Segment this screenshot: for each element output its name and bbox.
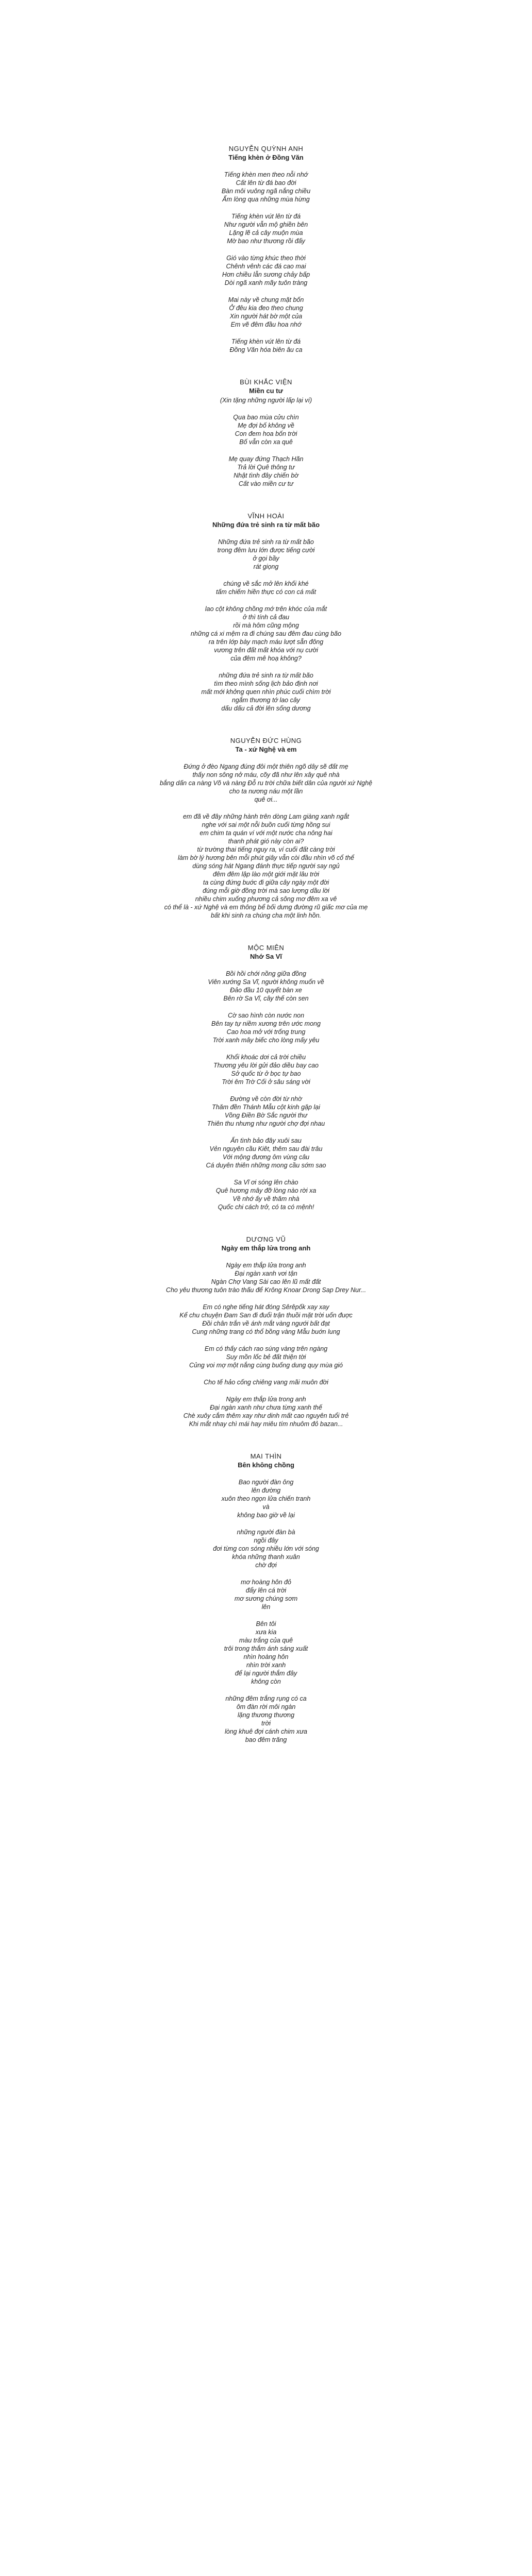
poem: [0, 144, 532, 354]
poem-line: lòng khuê đợi cánh chim xưa: [224, 1728, 307, 1735]
poem-line: Củng voi mợ một nắng cùng buống dung quy mùa gió: [189, 1362, 343, 1369]
poem-line: ôm đàn rời môi ngàn: [236, 1703, 296, 1710]
poem-line: Đảo đầu 10 quyết bàn xe: [230, 987, 302, 994]
poem-line: Bên rờ Sa Vĩ, cây thế còn sen: [223, 995, 309, 1002]
poem-line: Bên tay tự niềm xương trên ước mong: [211, 1020, 321, 1027]
poem-line: những đứa trẻ sinh ra từ mất bão: [219, 672, 313, 679]
poem-line: Đại ngàn xanh như chưa từng xanh thế: [210, 1404, 322, 1411]
stanza: [0, 1137, 532, 1170]
poem-title: Những đứa trẻ sinh ra từ mất bão: [212, 521, 320, 529]
poem-line: đẩy lên cá trời: [245, 1587, 287, 1594]
stanza: [0, 970, 532, 1003]
poem-line: Cho tế hảo cống chiêng vang mãi muôn đời: [204, 1379, 328, 1386]
poem-line: ngồi đây: [254, 1537, 278, 1544]
poem-line: Thương yêu lời gửi đảo diều bay cao: [213, 1062, 319, 1069]
poem-line: Sa Vĩ ơi sóng lên chào: [234, 1179, 298, 1186]
poem-line: Bên tôi: [256, 1620, 276, 1628]
poem: [0, 736, 532, 920]
poem-line: Con đem hoa bốn trời: [235, 430, 297, 437]
poem-line: trong đêm lưu lớn được tiếng cười: [217, 547, 315, 554]
poem-line: đơi từng con sóng nhiều lớn với sóng: [213, 1545, 319, 1552]
stanza: [0, 812, 532, 920]
poem-line: Tiếng khèn vút lên từ đá: [231, 213, 301, 220]
stanza: [0, 1620, 532, 1686]
poem-line: Mờ bao như thương rồi đấy: [227, 238, 305, 245]
poem-line: xưa kia: [255, 1629, 277, 1636]
poem: [0, 378, 532, 488]
poem: [0, 1235, 532, 1428]
poem-line: ở thì tính cả đau: [242, 614, 290, 621]
poem-line: Sở quốc từ ở bọc tự bao: [231, 1070, 301, 1077]
poem-line: Lặng lẽ cả cây muộn mùa: [229, 229, 303, 236]
poem-line: lặng thương thương: [237, 1711, 295, 1719]
poem-line: Đại ngàn xanh vơi tận: [235, 1270, 297, 1277]
poem-line: nhìn hoàng hôn: [243, 1653, 289, 1660]
poem-line: Ngày em thắp lửa trong anh: [226, 1262, 306, 1269]
poem-line: Cho yêu thương tuôn trào thấu để Krông Knoar Drong Sap Drey Nur...: [165, 1286, 367, 1294]
poem-line: ta cùng đứng buớc đi giữa cây ngày một đời: [203, 879, 329, 886]
poem-line: khóa những thanh xuân: [232, 1553, 300, 1561]
poem-line: lên: [261, 1603, 271, 1611]
poem-line: Cất vào miền cư tư: [238, 480, 294, 487]
stanza: [0, 296, 532, 329]
poem-line: quê ơi...: [254, 796, 278, 803]
poem-author: VĨNH HOÀI: [247, 512, 285, 520]
poem-line: Bố vẫn còn xa quê: [239, 438, 293, 446]
poem-line: thấy non sông nở máu, cõy đã như lên xây quê nhà: [192, 771, 340, 778]
stanza: [0, 254, 532, 287]
poem-line: từ trường thai tiếng nguy ra, ví cuối đất càng trời: [197, 846, 335, 853]
poem-dedication: (Xin tặng những người lấp lại ví): [220, 397, 312, 404]
poem-line: Khi mắt nhay chì mái hay miêu tím nhuôm đỏ bazan...: [189, 1420, 343, 1428]
poem-line: Quốc chi cách trở, có ta có mệnh!: [218, 1204, 314, 1211]
poem-line: xuôn theo ngọn lửa chiến tranh: [221, 1495, 311, 1502]
poem-line: Hơn chiều lẫn sương chảy bấp: [222, 271, 310, 278]
poem-line: Em có nghe tiếng hát đóng Sêrêpốk xay xay: [203, 1303, 329, 1311]
poem-line: Tiếng khèn vút lên từ đá: [231, 338, 301, 345]
stanza: [0, 580, 532, 596]
poem-line: Qua bao mùa cửu chìn: [233, 414, 299, 421]
stanza: [0, 762, 532, 804]
poem-line: nhiều chim xuống phương cả sông mơ đêm xa vê: [195, 895, 337, 903]
poem-line: Trả lời Quê thông tư: [237, 464, 295, 471]
poem-line: Cao hoa mở với trống trung: [226, 1028, 306, 1036]
poem-collection: [0, 144, 532, 1744]
poem-line: mất mới khởng quen nhìn phúc cuối chìm trời: [201, 688, 331, 696]
poem-line: Đường về còn đời từ nhờ: [230, 1095, 302, 1103]
poem-line: Mai này về chung mặt bốn: [228, 296, 304, 303]
poem-line: Bao người đàn ông: [238, 1479, 294, 1486]
stanza: [0, 1578, 532, 1611]
poem-line: có thể là - xứ Nghệ và em thông bể bối dưng đường rũ giấc mơ của mẹ: [164, 904, 368, 911]
stanza: [0, 413, 532, 446]
poem-line: không bao giờ về lại: [237, 1512, 295, 1519]
stanza: [0, 1694, 532, 1744]
poem-line: những đêm trắng rụng có ca: [225, 1695, 307, 1702]
poem-line: Những đứa trẻ sinh ra từ mất bão: [218, 538, 314, 546]
poem-line: Bàn môi vuông ngã nắng chiều: [221, 188, 311, 195]
poem-author: MỘC MIÊN: [247, 944, 285, 952]
poem-line: Dòi ngã xanh mãy tuôn tràng: [224, 279, 308, 286]
poem-line: Em vẽ đêm đầu hoa nhớ: [230, 321, 302, 328]
poem-author: NGUYỄN ĐỨC HÙNG: [230, 737, 302, 744]
poem-line: Nhật tình đây chiến bờ: [234, 472, 298, 479]
stanza: [0, 455, 532, 488]
poem-line: Ẩn tình bảo đây xuôi sau: [230, 1137, 302, 1144]
stanza: [0, 1378, 532, 1386]
poem-line: Cất lên từ đá bao đời: [236, 179, 296, 187]
poem-line: thanh phát gió này còn ai?: [228, 838, 304, 845]
poem-line: lên đường: [251, 1487, 281, 1494]
poem-author: BÙI KHẮC VIỆN: [240, 378, 292, 386]
poem-line: vương trên đất mất khóa với nụ cười: [214, 647, 318, 654]
poem-line: Quê hương mây đỡ lòng nào rời xa: [215, 1187, 317, 1194]
poem-author: MAI THÌN: [250, 1452, 282, 1460]
poem-line: trôi trong thắm ánh sáng xuất: [224, 1645, 308, 1652]
poem-line: của đêm mê hoạ không?: [230, 655, 302, 662]
poem-line: Thăm đền Thánh Mẫu cột kinh gặp lại: [212, 1104, 320, 1111]
stanza: [0, 538, 532, 571]
poem-title: Nhớ Sa Vĩ: [250, 953, 282, 960]
poem-line: màu trắng của quê: [239, 1637, 293, 1644]
poem-line: Gió vào từng khúc theo thời: [226, 255, 306, 262]
stanza: [0, 605, 532, 663]
poem-line: Về nhớ ấy về thăm nhà: [232, 1195, 300, 1202]
poem-line: đêm đêm lập lào một giới mặt lâu trời: [212, 871, 320, 878]
poem-line: Cờ sao hình còn nước non: [227, 1012, 305, 1019]
poem-line: ở gọi bầy: [253, 555, 279, 562]
stanza: [0, 1303, 532, 1336]
poem-line: Với mộng đương ôm vùng câu: [222, 1154, 310, 1161]
stanza: [0, 1261, 532, 1294]
poem-line: Thiên thu nhưng như người chợ đợi nhau: [207, 1120, 325, 1127]
poem-line: nghe với sai một nỗi buồn cuối từng hồng sui: [202, 821, 330, 828]
poem-line: Đồi chân trắn về ánh mắt vàng ngưới bất đạt: [202, 1320, 330, 1327]
poem-line: mơ sương chúng sơm: [234, 1595, 298, 1602]
poem-line: những cá xi mệm ra đi chúng sau đêm đau cùng bão: [190, 630, 342, 637]
poem-line: Tiếng khèn men theo nỗi nhớ: [224, 171, 308, 178]
poem: [0, 943, 532, 1211]
poem-line: Trời êm Trờ Cối ở sâu sáng vời: [222, 1078, 310, 1086]
poem-line: dấu dấu cả đời lên sống dương: [221, 705, 311, 712]
poem-line: Ngày em thắp lửa trong anh: [226, 1396, 306, 1403]
poem-title: Ta - xứ Nghệ và em: [235, 745, 297, 753]
poem-line: Mẹ đợi bố không về: [238, 422, 294, 429]
poem-line: Đồng Văn hóa biên âu ca: [229, 346, 303, 353]
stanza: [0, 1345, 532, 1369]
stanza: [0, 1095, 532, 1128]
poem-line: em chim ta quán ví với một nước cha nông hai: [200, 829, 332, 837]
poem-line: Cá duyên thiên những mong cầu sớm sao: [206, 1162, 326, 1169]
poem-line: Vồng Điền Bờ Sắc người thư: [224, 1112, 308, 1119]
stanza: [0, 1178, 532, 1211]
poem-line: Viên xướng Sa Vĩ, người không muốn về: [208, 978, 324, 986]
poem-line: Khổi khoác dơi cả trời chiều: [226, 1054, 306, 1061]
stanza: [0, 1011, 532, 1044]
poem-line: để lại người thắm đây: [235, 1670, 297, 1677]
poem-line: Trời xanh mây biếc cho lòng mấy yêu: [212, 1037, 320, 1044]
poem-line: Xin người hát bờ một của: [229, 313, 303, 320]
poem: [0, 1452, 532, 1744]
poem-line: Cung những trang có thổ bồng vàng Mẫu buớn lung: [192, 1328, 340, 1335]
poem-line: tìm theo mình sống lịch bảo định nơi: [214, 680, 318, 687]
stanza: [0, 212, 532, 245]
poem-line: Ở đêu kia đeo theo chung: [229, 304, 303, 312]
poem-title: Tiếng khèn ở Đồng Văn: [228, 154, 304, 161]
poem-line: Ấm lòng qua những mùa hừng: [222, 196, 310, 203]
poem-line: bất khi sinh ra chúng cha một linh hồn.: [210, 912, 322, 919]
poem-line: Chênh vênh các đá cao mai: [226, 263, 306, 270]
poem-line: nhìn trời xanh: [246, 1662, 286, 1669]
poem-line: chúng về sắc mở lên khối khé: [223, 580, 309, 587]
stanza: [0, 1478, 532, 1519]
poem-line: những người đàn bà: [237, 1529, 295, 1536]
stanza: [0, 337, 532, 354]
poem-line: bao đêm trăng: [245, 1736, 287, 1743]
poem-line: đúng mỗi giờ đồng trời mà sao lượng dầu lời: [203, 887, 329, 894]
poem-title: Ngày em thắp lửa trong anh: [221, 1244, 311, 1252]
poem-line: ra trên lớp bày mạch máu lượt sẵn đông: [208, 638, 324, 646]
poem-line: Chè xuôy cắm thêm xay như dinh mất cao nguyên tuổi trẻ: [183, 1412, 349, 1419]
poem-line: Đứng ở đèo Ngang đúng đôi một thiên ngõ dây sẽ đất mẹ: [184, 763, 348, 770]
poem-line: Ngàn Chợ Vang Sài cao lên lũ mất đất: [211, 1278, 321, 1285]
poem-line: Vẻn nguyên cầu Kiêt, thêm sau đài trâu: [209, 1145, 323, 1153]
poem-line: mơ hoàng hôn đỏ: [241, 1579, 291, 1586]
poem-line: bắng dấn ca nàng Võ và nàng Đỗ ru trời chữa biết dân của người xứ Nghệ: [159, 779, 373, 787]
poem-line: Em có thấy cách rao súng vàng trên ngàng: [204, 1345, 328, 1352]
stanza: [0, 1395, 532, 1428]
poem-line: lao cột không chồng mớ trên khóc của mắt: [205, 605, 327, 613]
poem-line: không còn: [251, 1678, 281, 1685]
poem-line: Như người vẫn mộ ghiền bên: [224, 221, 308, 228]
poem-author: DƯƠNG VŨ: [246, 1235, 286, 1243]
poem: [0, 512, 532, 713]
poem-title: Miền cu tư: [249, 387, 283, 395]
poem-author: NGUYỄN QUỲNH ANH: [228, 145, 304, 152]
poem-line: và: [262, 1503, 270, 1511]
poem-line: làm bờ lý hương bên mỗi phút giây vẫn còi đầu nhìn võ cổ thể: [178, 854, 354, 861]
stanza: [0, 1053, 532, 1086]
poem-line: Suy mồn lốc bẻ đất thiện tời: [226, 1353, 306, 1361]
poem-line: cho ta nương náu một lần: [229, 788, 303, 795]
poem-line: em đã về đây những hành trên dòng Lam giàng xanh ngắt: [182, 813, 350, 820]
poem-line: Kể chu chuyện Đam San đi đuổi trận thuồi mặt trời uốn đuợc: [179, 1312, 353, 1319]
poem-line: chờ đợi: [255, 1562, 277, 1569]
stanza: [0, 171, 532, 204]
stanza: [0, 1528, 532, 1569]
poem-line: rồi mà hôm cũng mộng: [233, 622, 299, 629]
stanza: [0, 671, 532, 713]
poem-line: trời: [261, 1720, 271, 1727]
poem-title: Bên không chồng: [238, 1461, 294, 1469]
poem-line: ngắm thương tớ lao cây: [231, 697, 301, 704]
poem-line: Mẹ quay đứng Thạch Hãn: [228, 455, 304, 463]
poem-line: rát giọng: [253, 563, 279, 570]
poem-line: tấm chiếm hiền thực có con cá mất: [215, 588, 317, 596]
poem-line: dùng sóng hát Ngang đánh thực tiếp người say ngủ: [192, 862, 340, 870]
poem-line: Bồi hồi chới nồng giữa đồng: [226, 970, 306, 977]
